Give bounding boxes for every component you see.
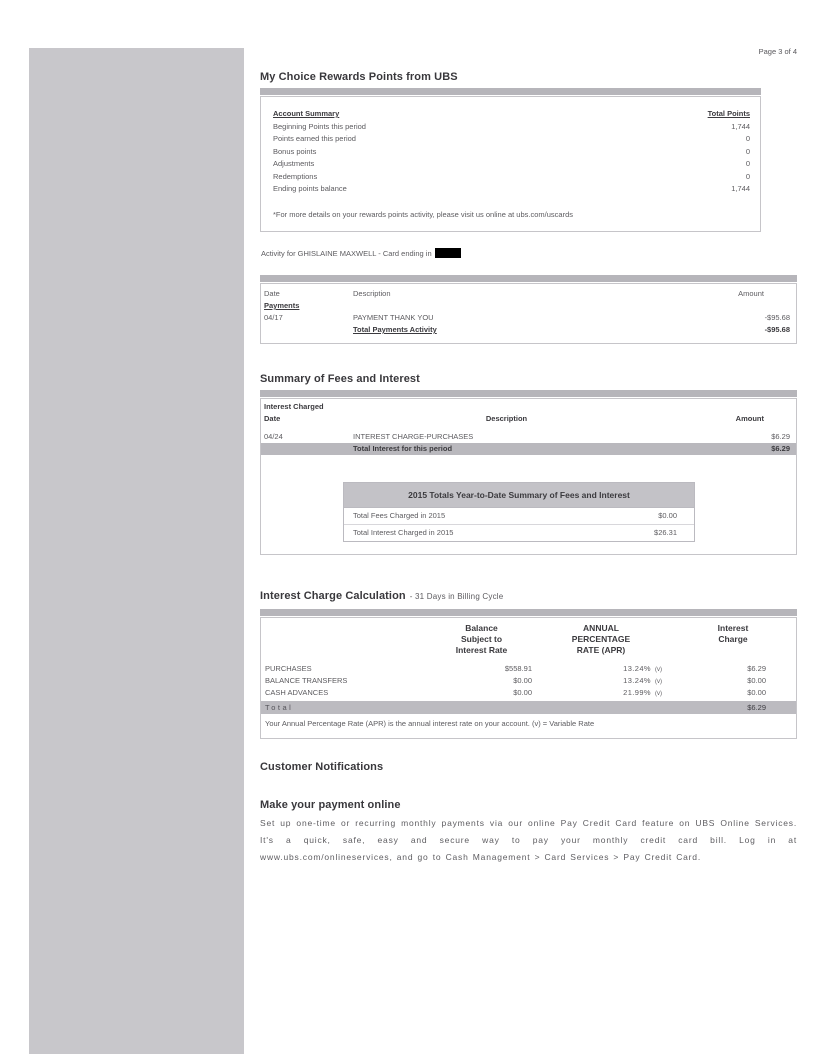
- payment-online-title: Make your payment online: [260, 799, 401, 811]
- rewards-row: [273, 183, 750, 196]
- rewards-row: [273, 121, 750, 134]
- calc-table: [260, 617, 797, 739]
- rewards-row: [273, 171, 750, 184]
- rewards-section: [260, 71, 761, 232]
- col-amount: Amount: [735, 414, 764, 423]
- calc-row: [261, 687, 796, 699]
- page-number: Page 3 of 4: [758, 47, 797, 56]
- col-description: Description: [485, 414, 528, 423]
- payment-date: 04/17: [264, 313, 283, 322]
- rewards-row: [273, 133, 750, 146]
- payment-online-body: Set up one-time or recurring monthly payments via our online Pay Credit Card feature on UBS Online Services. It's a quick, safe, easy and secure way to pay your monthly credit card bill. Log in at www.ubs.com/onlineservices, and go to Cash Management > Card Services > Pay Credit Card.: [260, 818, 797, 862]
- col-interest-charge: Interest Charge: [717, 623, 749, 644]
- calc-row-label: BALANCE TRANSFERS: [265, 676, 348, 685]
- rewards-row-label: Redemptions: [273, 171, 318, 181]
- calc-row-apr: 13.24%: [623, 664, 651, 673]
- ytd-row-label: Total Fees Charged in 2015: [353, 511, 446, 520]
- col-amount: Amount: [738, 289, 764, 298]
- customer-notifications-section: [260, 761, 797, 773]
- calc-subtitle: - 31 Days in Billing Cycle: [409, 592, 504, 601]
- calc-total-charge: $6.29: [747, 703, 766, 712]
- calc-column-headers: [261, 623, 796, 656]
- payment-description: PAYMENT THANK YOU: [353, 313, 434, 322]
- calc-row-charge: $6.29: [747, 664, 766, 673]
- payments-section: [260, 270, 797, 344]
- rewards-row: [273, 146, 750, 159]
- account-summary-header: Account Summary: [273, 109, 340, 118]
- interest-calc-section: [260, 586, 797, 739]
- payments-total-label: Total Payments Activity: [353, 325, 437, 334]
- fees-total-amount: $6.29: [771, 444, 790, 453]
- variable-rate-note: (v): [655, 667, 662, 673]
- rewards-footnote: *For more details on your rewards points activity, please visit us online at ubs.com/uscards: [273, 209, 573, 219]
- calc-row-apr: 13.24%: [623, 676, 651, 685]
- fees-table: [260, 398, 797, 555]
- ytd-row: [344, 524, 694, 541]
- activity-label: Activity for GHISLAINE MAXWELL - Card ending in: [261, 249, 432, 258]
- col-apr: ANNUAL PERCENTAGE RATE (APR): [571, 623, 631, 655]
- variable-rate-note: (v): [655, 691, 662, 697]
- apr-footnote: Your Annual Percentage Rate (APR) is the annual interest rate on your account. (v) = Variable Rate: [265, 719, 595, 728]
- fee-description: INTEREST CHARGE-PURCHASES: [353, 432, 474, 441]
- fee-date: 04/24: [264, 432, 283, 441]
- rewards-row-value: 1,744: [731, 121, 750, 131]
- rewards-header-bar: [260, 88, 761, 95]
- calc-row-balance: $0.00: [513, 688, 532, 697]
- ytd-row-label: Total Interest Charged in 2015: [353, 528, 454, 537]
- payments-group-label: Payments: [264, 301, 300, 310]
- fees-section: [260, 373, 797, 555]
- rewards-row-value: 0: [745, 159, 750, 168]
- col-date: Date: [264, 414, 281, 423]
- payments-total-amount: -$95.68: [764, 325, 790, 334]
- rewards-row-value: 0: [745, 171, 750, 181]
- interest-charged-label: Interest Charged: [264, 402, 324, 411]
- ytd-row-value: $0.00: [658, 511, 677, 520]
- calc-row-label: PURCHASES: [265, 664, 312, 673]
- rewards-row-label: Beginning Points this period: [273, 121, 366, 131]
- calc-header-bar: [260, 609, 797, 616]
- calc-row-balance: $558.91: [504, 664, 532, 673]
- rewards-title: My Choice Rewards Points from UBS: [260, 71, 458, 83]
- payment-online-section: [260, 799, 797, 866]
- payments-column-headers: [264, 288, 790, 300]
- ytd-title: 2015 Totals Year-to-Date Summary of Fees and Interest: [344, 483, 694, 508]
- ytd-row-value: $26.31: [654, 528, 677, 537]
- customer-notifications-title: Customer Notifications: [260, 761, 384, 773]
- calc-row-label: CASH ADVANCES: [265, 688, 329, 697]
- payments-table: [260, 283, 797, 344]
- rewards-row-value: 0: [745, 134, 750, 143]
- calc-total-label: Total: [265, 703, 294, 712]
- payments-total-row: [264, 324, 790, 336]
- rewards-summary-box: [260, 96, 761, 232]
- fee-row: [264, 431, 790, 443]
- rewards-row-value: 0: [745, 146, 750, 156]
- calc-title: Interest Charge Calculation: [260, 590, 406, 602]
- rewards-row-label: Adjustments: [273, 159, 315, 168]
- rewards-row-value: 1,744: [731, 184, 750, 193]
- calc-row-charge: $0.00: [747, 688, 766, 697]
- rewards-row-label: Points earned this period: [273, 134, 356, 143]
- calc-row-balance: $0.00: [513, 676, 532, 685]
- payment-amount: -$95.68: [764, 313, 790, 322]
- card-number-redaction-box: [435, 248, 461, 258]
- variable-rate-note: (v): [655, 679, 662, 685]
- col-description: Description: [353, 289, 391, 298]
- payments-header-bar: [260, 275, 797, 282]
- fees-total-label: Total Interest for this period: [353, 444, 453, 453]
- calc-row-apr: 21.99%: [623, 688, 651, 697]
- fees-header-bar: [260, 390, 797, 397]
- payment-row: [264, 312, 790, 324]
- calc-total-row: [261, 701, 796, 714]
- activity-caption: [261, 248, 461, 258]
- fees-title: Summary of Fees and Interest: [260, 373, 420, 385]
- total-points-header: Total Points: [707, 109, 750, 118]
- calc-row: [261, 675, 796, 687]
- rewards-row-label: Bonus points: [273, 146, 317, 156]
- fee-amount: $6.29: [771, 432, 790, 441]
- rewards-row: [273, 158, 750, 171]
- calc-row: [261, 663, 796, 675]
- ytd-row: [344, 508, 694, 524]
- fees-column-headers: [264, 413, 790, 425]
- rewards-row-label: Ending points balance: [273, 184, 347, 193]
- left-margin-band: [29, 48, 244, 1054]
- ytd-summary-box: [343, 482, 695, 542]
- col-date: Date: [264, 289, 280, 298]
- calc-row-charge: $0.00: [747, 676, 766, 685]
- col-balance-subject: Balance Subject to Interest Rate: [455, 623, 508, 655]
- fees-total-row: [261, 443, 796, 455]
